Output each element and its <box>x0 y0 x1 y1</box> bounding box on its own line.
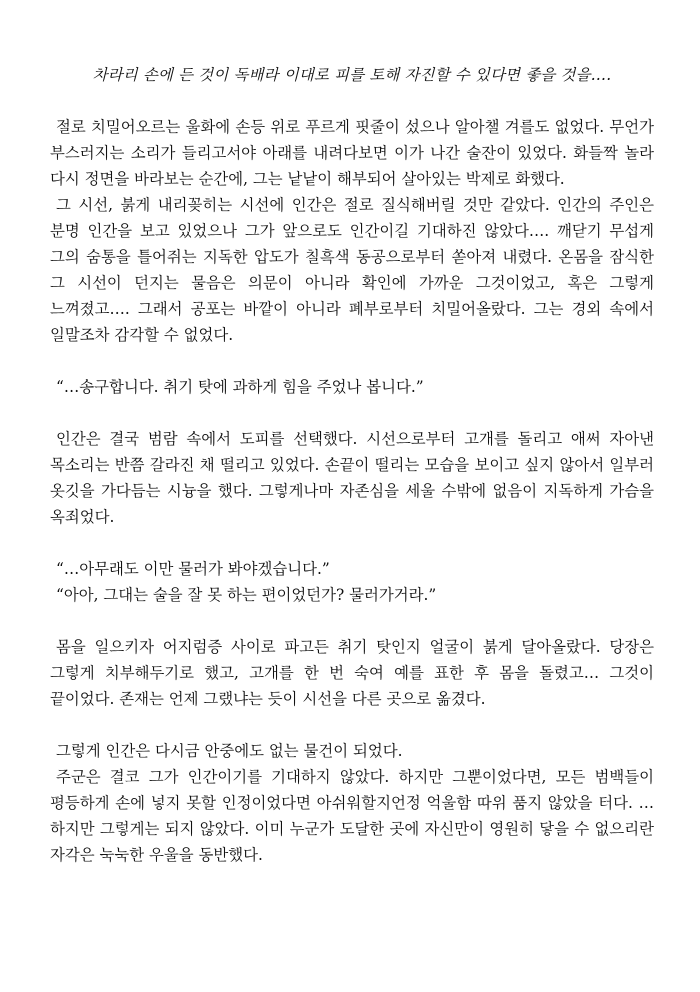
dialogue-line: “…송구합니다. 취기 탓에 과하게 힘을 주었나 봅니다.” <box>56 378 424 396</box>
paragraph: 절로 치밀어오르는 울화에 손등 위로 푸르게 핏줄이 섰으나 알아챌 겨를도 없었다. 무언가 부스러지는 소리가 들리고서야 아래를 내려다보면 이가 나간 술잔이 있었다. 화들짝 놀라 다시 정면을 바라보는 순간에, 그는 낱낱이 해부되어 살아있는 박제로 화했다. <box>50 118 654 188</box>
paragraph: 그렇게 인간은 다시금 안중에도 없는 물건이 되었다. <box>56 742 403 760</box>
dialogue-line: “…아무래도 이만 물러가 봐야겠습니다.” <box>56 560 330 578</box>
paragraph: 주군은 결코 그가 인간이기를 기대하지 않았다. 하지만 그뿐이었다면, 모든 범백들이 평등하게 손에 넣지 못할 인정이었다면 아쉬워할지언정 억울함 따위 품지 않았을 터다. …하지만 그렇게는 되지 않았다. 이미 누군가 도달한 곳에 자신만이 영원히 닿을 수 없으리란 자각은 눅눅한 우울을 동반했다. <box>50 768 654 864</box>
paragraph-gap <box>50 530 654 556</box>
paragraph-gap <box>50 712 654 738</box>
paragraph-gap <box>50 348 654 374</box>
document-page <box>50 62 654 868</box>
dialogue-line: “아아, 그대는 술을 잘 못 하는 편이었던가? 물러가거라.” <box>56 586 437 604</box>
paragraph-gap <box>50 608 654 634</box>
paragraph: 몸을 일으키자 어지럼증 사이로 파고든 취기 탓인지 얼굴이 붉게 달아올랐다. 당장은 그렇게 치부해두기로 했고, 고개를 한 번 숙여 예를 표한 후 몸을 돌렸고… 그것이 끝이었다. 존재는 언제 그랬냐는 듯이 시선을 다른 곳으로 옮겼다. <box>50 638 654 708</box>
epigraph: 차라리 손에 든 것이 독배라 이대로 피를 토해 자진할 수 있다면 좋을 것을…. <box>92 66 612 84</box>
paragraph-gap <box>50 400 654 426</box>
paragraph: 그 시선, 붉게 내리꽂히는 시선에 인간은 절로 질식해버릴 것만 같았다. 인간의 주인은 분명 인간을 보고 있었으나 그가 앞으로도 인간이길 기대하진 않았다…. 깨닫기 무섭게 그의 숨통을 틀어쥐는 지독한 압도가 칠흑색 동공으로부터 쏟아져 내렸다. 온몸을 잠식한 그 시선이 던지는 물음은 의문이 아니라 확인에 가까운 그것이었고, 혹은 그렇게 느껴졌고…. 그래서 공포는 바깥이 아니라 폐부로부터 치밀어올랐다. 그는 경외 속에서 일말조차 감각할 수 없었다. <box>50 196 654 344</box>
paragraph: 인간은 결국 범람 속에서 도피를 선택했다. 시선으로부터 고개를 돌리고 애써 자아낸 목소리는 반쯤 갈라진 채 떨리고 있었다. 손끝이 떨리는 모습을 보이고 싶지 않아서 일부러 옷깃을 가다듬는 시늉을 했다. 그렇게나마 자존심을 세울 수밖에 없음이 지독하게 가슴을 옥죄었다. <box>50 430 654 526</box>
